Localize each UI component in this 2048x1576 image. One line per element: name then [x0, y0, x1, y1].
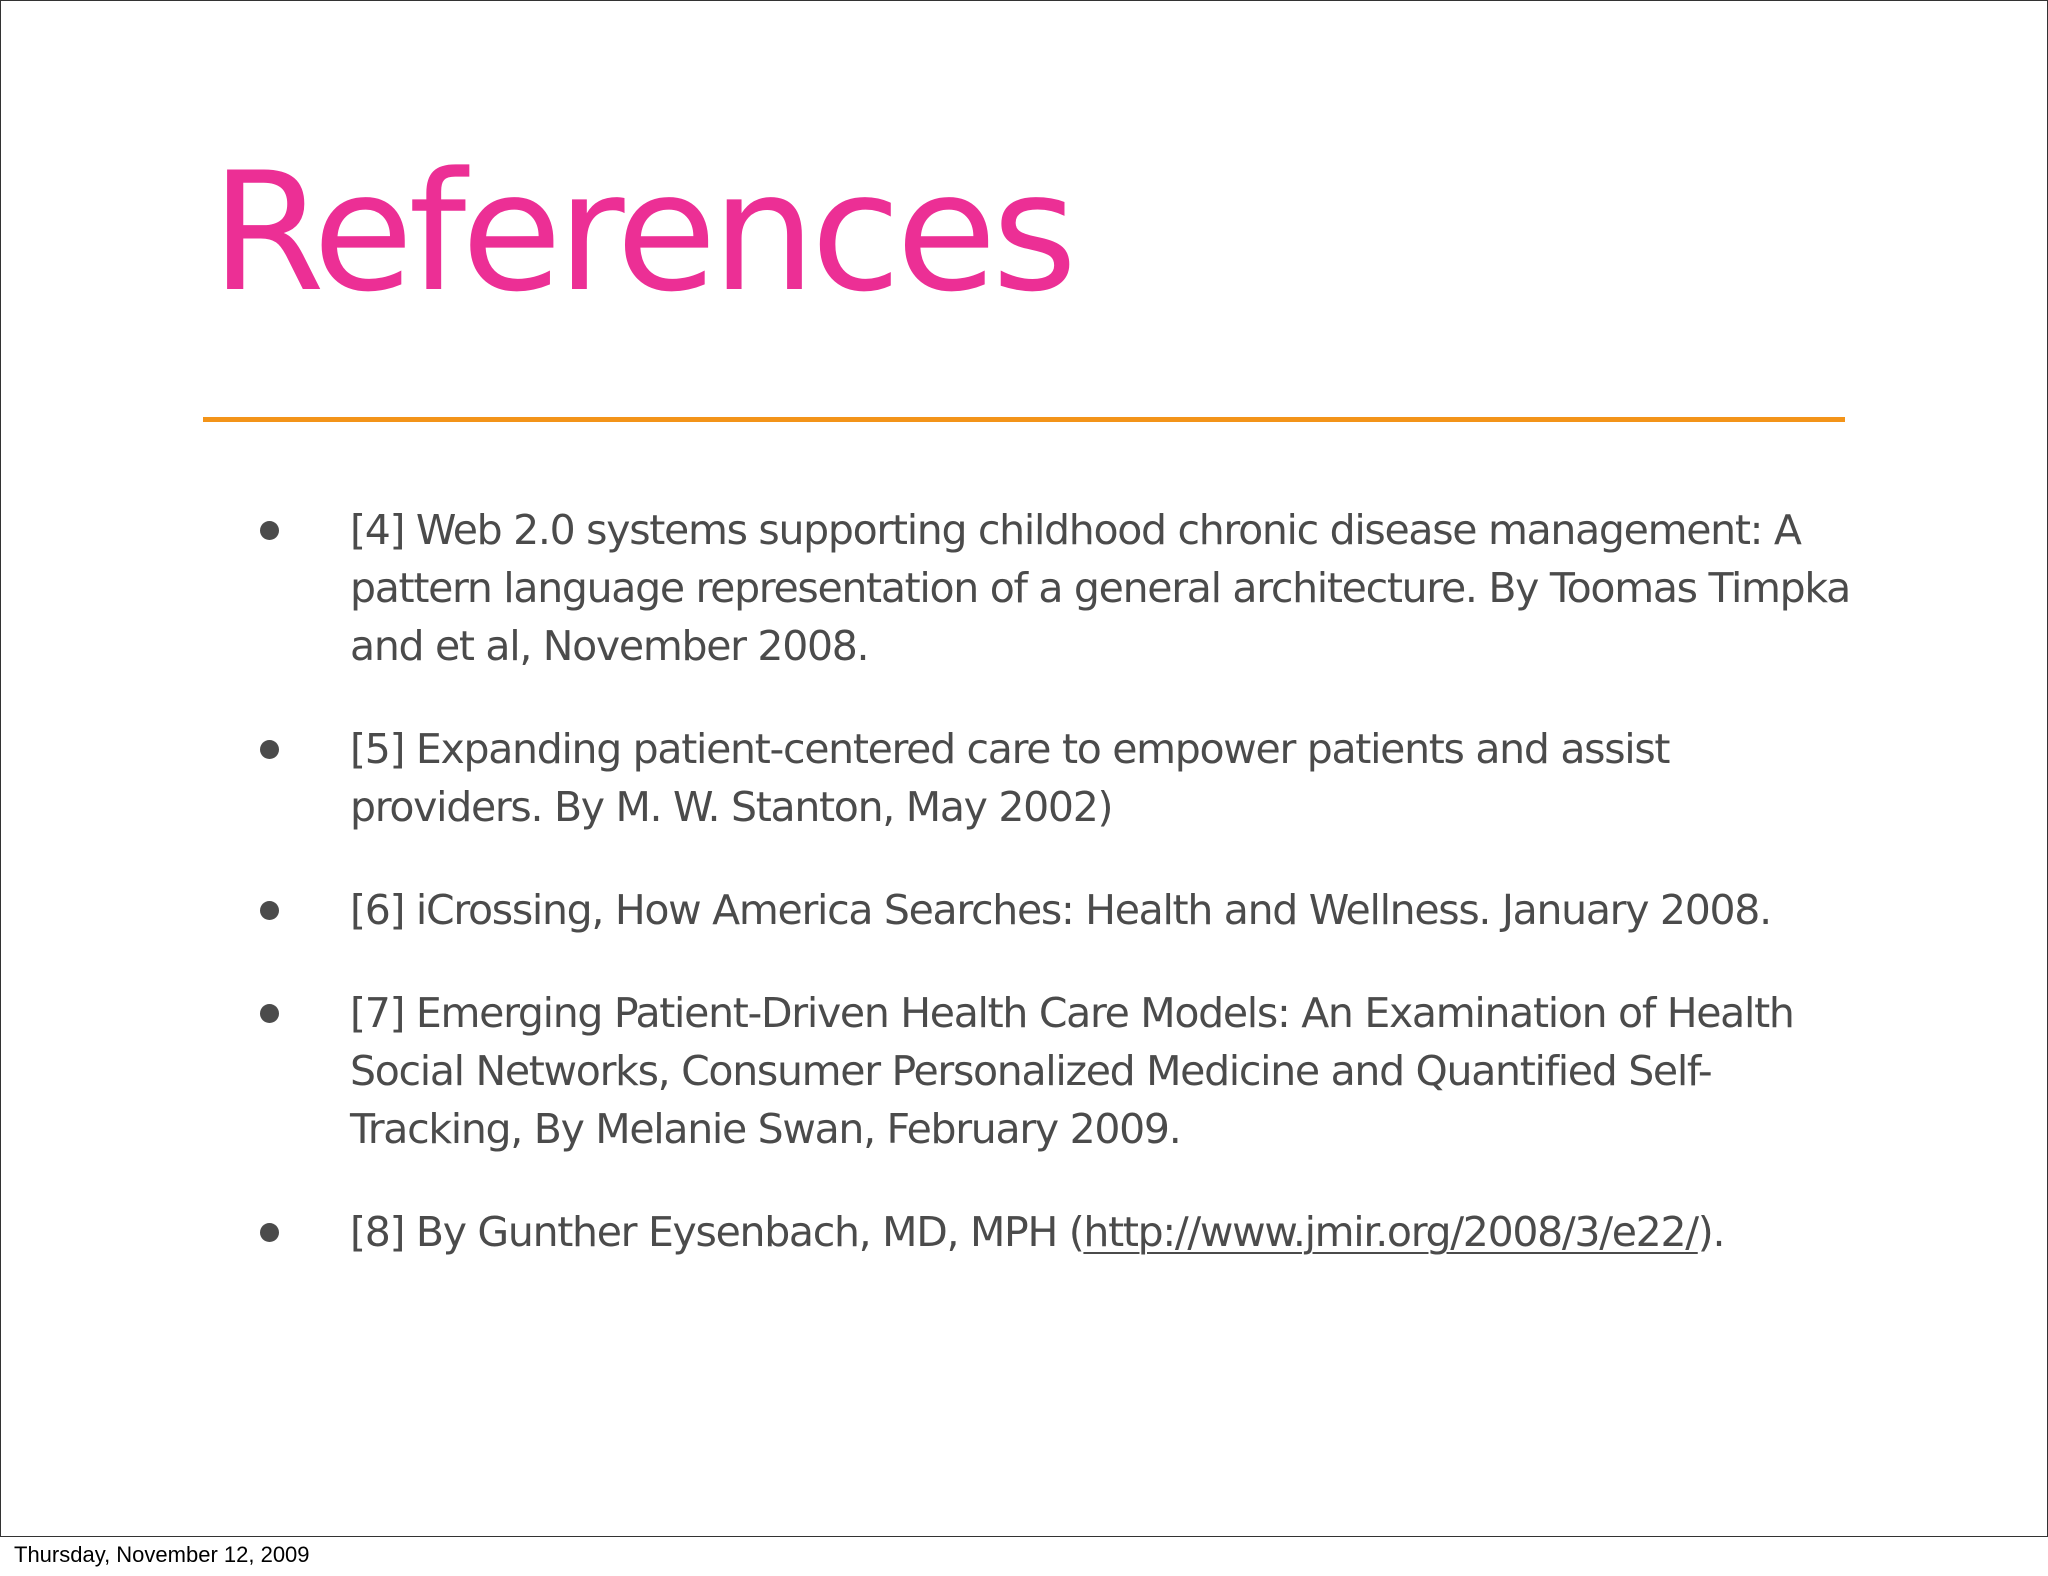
reference-item-6 — [256, 881, 1856, 939]
reference-item-7 — [256, 984, 1856, 1158]
reference-item-8 — [256, 1203, 1856, 1261]
reference-text: [5] Expanding patient-centered care to empower patients and assist providers. By M. W. Stanton, May 2002) — [350, 725, 1670, 831]
reference-item-5 — [256, 720, 1856, 836]
reference-link[interactable]: http://www.jmir.org/2008/3/e22/ — [1083, 1208, 1698, 1256]
reference-text-suffix: ). — [1697, 1208, 1725, 1256]
reference-text: [6] iCrossing, How America Searches: Health and Wellness. January 2008. — [350, 886, 1771, 934]
bullet-icon — [260, 1223, 279, 1242]
slide-title: References — [211, 137, 1073, 328]
title-divider — [203, 417, 1845, 422]
bullet-icon — [260, 1004, 279, 1023]
reference-text: [4] Web 2.0 systems supporting childhood chronic disease management: A pattern language representation of a general architecture. By Toomas Timpka and et al, November 2008. — [350, 506, 1850, 670]
bullet-icon — [260, 740, 279, 759]
reference-list — [256, 501, 1856, 1306]
bullet-icon — [260, 521, 279, 540]
reference-item-4 — [256, 501, 1856, 675]
reference-text-prefix: [8] By Gunther Eysenbach, MD, MPH ( — [350, 1208, 1084, 1256]
footer-date: Thursday, November 12, 2009 — [14, 1542, 310, 1567]
reference-text: [7] Emerging Patient-Driven Health Care Models: An Examination of Health Social Networks, Consumer Personalized Medicine and Quantified Self-Tracking, By Melanie Swan, February 2009. — [350, 989, 1794, 1153]
bullet-icon — [260, 901, 279, 920]
